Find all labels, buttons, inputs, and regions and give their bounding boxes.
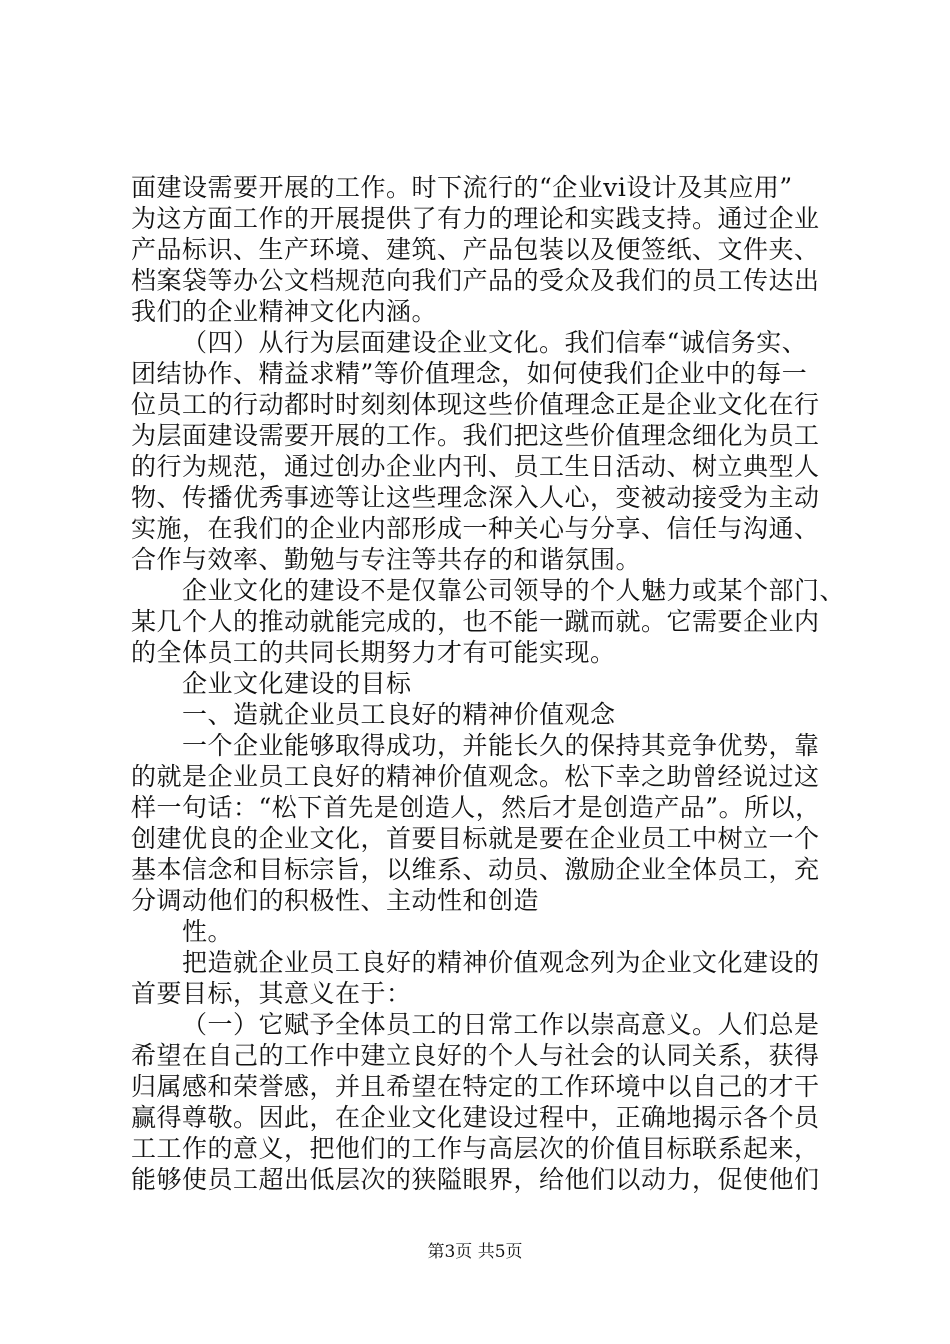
text-line: 赢得尊敬。因此，在企业文化建设过程中，正确地揭示各个员	[131, 1103, 820, 1132]
page-footer: 第3页 共5页	[427, 1242, 523, 1262]
text-line: 分调动他们的积极性、主动性和创造	[131, 886, 540, 915]
text-line: 我们的企业精神文化内涵。	[131, 297, 438, 326]
text-line: 归属感和荣誉感，并且希望在特定的工作环境中以自己的才干	[131, 1072, 820, 1101]
text-line: 物、传播优秀事迹等让这些理念深入人心，变被动接受为主动	[131, 483, 820, 512]
text-line: 性。	[182, 917, 234, 946]
text-line: 档案袋等办公文档规范向我们产品的受众及我们的员工传达出	[131, 266, 820, 295]
text-line: 的行为规范，通过创办企业内刊、员工生日活动、树立典型人	[131, 452, 820, 481]
text-line: 基本信念和目标宗旨，以维系、动员、激励企业全体员工，充	[131, 855, 820, 884]
text-line: 某几个人的推动就能完成的，也不能一蹴而就。它需要企业内	[131, 607, 820, 636]
text-line: 的就是企业员工良好的精神价值观念。松下幸之助曾经说过这	[131, 762, 820, 791]
text-line: 工工作的意义，把他们的工作与高层次的价值目标联系起来，	[131, 1134, 820, 1163]
text-line: 企业文化的建设不是仅靠公司领导的个人魅力或某个部门、	[182, 576, 846, 605]
text-line: 样一句话：“松下首先是创造人，然后才是创造产品”。所以，	[131, 793, 821, 822]
section-heading: 企业文化建设的目标	[182, 669, 412, 698]
text-line: 实施，在我们的企业内部形成一种关心与分享、信任与沟通、	[131, 514, 820, 543]
text-line: 首要目标，其意义在于：	[131, 979, 412, 1008]
text-line: 团结协作、精益求精”等价值理念，如何使我们企业中的每一	[131, 359, 808, 388]
text-line: 为层面建设需要开展的工作。我们把这些价值理念细化为员工	[131, 421, 820, 450]
subsection-heading: 一、造就企业员工良好的精神价值观念	[182, 700, 616, 729]
text-line: 合作与效率、勤勉与专注等共存的和谐氛围。	[131, 545, 642, 574]
text-line: 一个企业能够取得成功，并能长久的保持其竞争优势，靠	[182, 731, 820, 760]
text-line: 创建优良的企业文化，首要目标就是要在企业员工中树立一个	[131, 824, 820, 853]
text-line: 的全体员工的共同长期努力才有可能实现。	[131, 638, 616, 667]
text-line: 产品标识、生产环境、建筑、产品包装以及便签纸、文件夹、	[131, 235, 820, 264]
text-line: 为这方面工作的开展提供了有力的理论和实践支持。通过企业	[131, 204, 820, 233]
text-line: 希望在自己的工作中建立良好的个人与社会的认同关系，获得	[131, 1041, 820, 1070]
text-line: 能够使员工超出低层次的狭隘眼界，给他们以动力，促使他们	[131, 1165, 820, 1194]
text-line: 把造就企业员工良好的精神价值观念列为企业文化建设的	[182, 948, 820, 977]
text-line: 位员工的行动都时时刻刻体现这些价值理念正是企业文化在行	[131, 390, 820, 419]
text-line: （一）它赋予全体员工的日常工作以崇高意义。人们总是	[182, 1010, 820, 1039]
text-line: 面建设需要开展的工作。时下流行的“企业vi设计及其应用”	[131, 173, 793, 202]
text-line: （四）从行为层面建设企业文化。我们信奉“诚信务实、	[182, 328, 808, 357]
